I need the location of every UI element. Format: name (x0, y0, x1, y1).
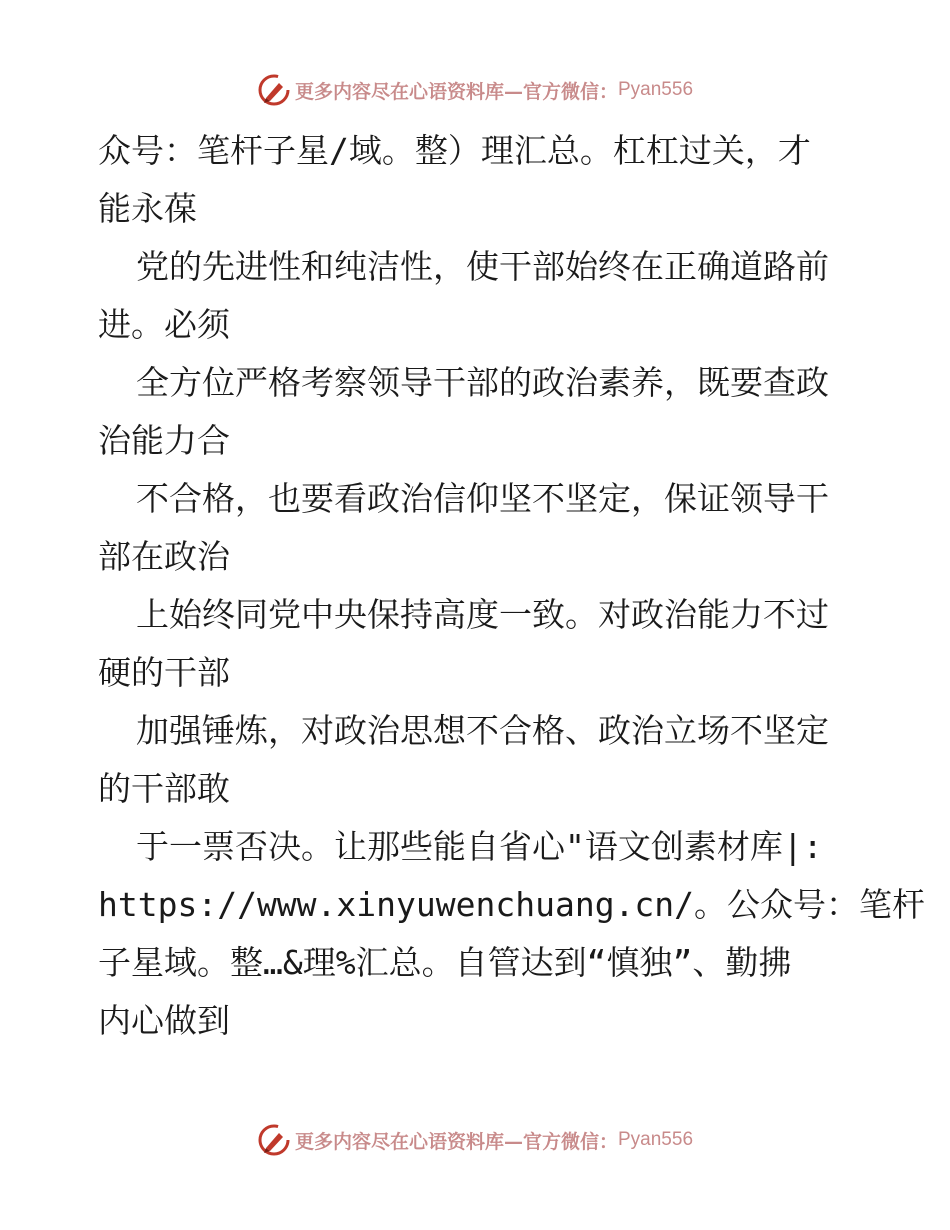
footer-banner-id: Pyan556 (618, 1129, 694, 1150)
text-line: 不合格，也要看政治信仰坚不坚定，保证领导干 (136, 479, 829, 518)
text-line: https://www.xinyuwenchuang.cn/。公众号：笔杆 (98, 885, 926, 924)
pen-logo-icon (257, 73, 291, 107)
text-line: 硬的干部 (98, 653, 230, 692)
text-line: 内心做到 (98, 1001, 230, 1040)
text-line: 部在政治 (98, 537, 230, 576)
header-banner (0, 70, 950, 110)
text-line: 众号：笔杆子星/域。整）理汇总。杠杠过关，才 (98, 131, 811, 170)
text-line: 的干部敢 (98, 769, 230, 808)
text-line: 能永葆 (98, 189, 197, 228)
text-line: 全方位严格考察领导干部的政治素养，既要查政 (136, 363, 829, 402)
text-line: 子星域。整…&理%汇总。自管达到“慎独”、勤拂 (98, 943, 792, 982)
text-line: 于一票否决。让那些能自省心"语文创素材库|: (136, 827, 823, 866)
text-line: 上始终同党中央保持高度一致。对政治能力不过 (136, 595, 829, 634)
text-line: 治能力合 (98, 421, 230, 460)
text-line: 加强锤炼，对政治思想不合格、政治立场不坚定 (136, 711, 829, 750)
footer-banner (0, 1120, 950, 1160)
pen-logo-icon (257, 1123, 291, 1157)
header-banner-text: 更多内容尽在心语资料库—官方微信： (294, 80, 618, 103)
document-body (98, 122, 926, 1050)
text-line: 进。必须 (98, 305, 230, 344)
text-line: 党的先进性和纯洁性，使干部始终在正确道路前 (136, 247, 829, 286)
header-banner-id: Pyan556 (618, 79, 694, 100)
footer-banner-text: 更多内容尽在心语资料库—官方微信： (294, 1130, 618, 1153)
